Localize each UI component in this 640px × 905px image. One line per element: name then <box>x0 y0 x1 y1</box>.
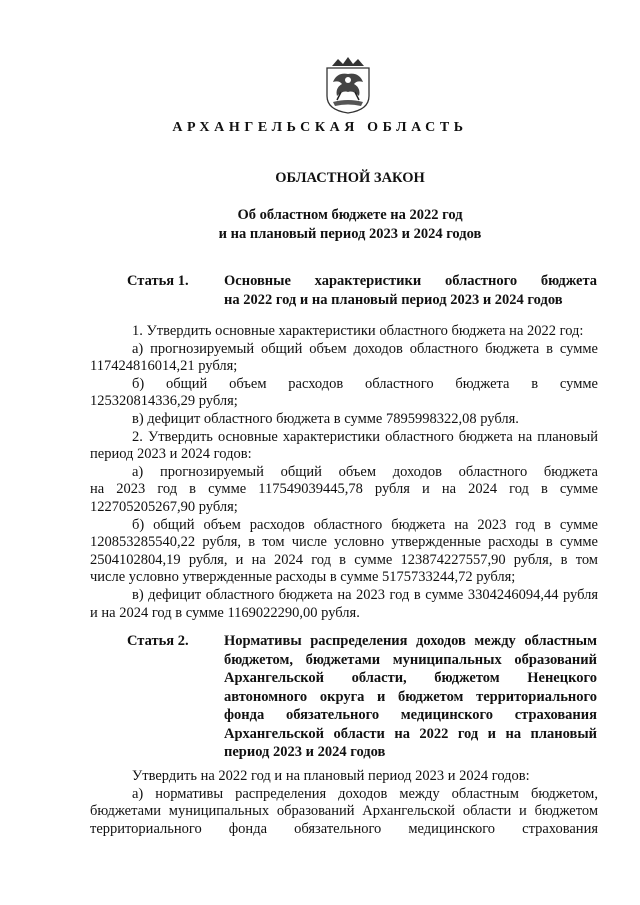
article-1-title-line: на 2022 год и на плановый период 2023 и 2024 годов <box>224 291 563 308</box>
paragraph-line: Утвердить на 2022 год и на плановый период 2023 и 2024 годов: <box>132 768 530 784</box>
article-2-body <box>90 768 598 838</box>
paragraph-line: 117424816014,21 рубля; <box>90 358 238 375</box>
article-2-number: Статья 2. <box>127 633 189 649</box>
paragraph-line: бюджетами муниципальных образований Архангельской области и бюджетом <box>90 803 598 820</box>
article-2-title-line: автономного округа и бюджетом территориального <box>224 688 597 705</box>
paragraph-line: 1. Утвердить основные характеристики областного бюджета на 2022 год: <box>132 323 584 339</box>
article-2-title <box>224 632 597 762</box>
paragraph-line: числе условно утвержденные расходы в сумме 5175733244,72 рубля; <box>90 569 516 586</box>
paragraph-line: б) общий объем расходов областного бюджета в сумме <box>132 375 598 392</box>
article-2-title-line: период 2023 и 2024 годов <box>224 744 386 760</box>
article-1-title <box>224 272 597 309</box>
law-title-line2: и на плановый период 2023 и 2024 годов <box>218 226 482 242</box>
region-name: АРХАНГЕЛЬСКАЯ ОБЛАСТЬ <box>172 120 468 135</box>
paragraph-line: в) дефицит областного бюджета в сумме 7895998322,08 рубля. <box>132 410 519 427</box>
document-type: ОБЛАСТНОЙ ЗАКОН <box>275 170 425 186</box>
law-title-line1: Об областном бюджете на 2022 год <box>237 207 463 223</box>
paragraph-line: 125320814336,29 рубля; <box>90 393 238 410</box>
paragraph-line: в) дефицит областного бюджета на 2023 год в сумме 3304246094,44 рубля <box>132 586 598 603</box>
article-2-title-line: Нормативы распределения доходов между областным <box>224 633 597 649</box>
article-1-title-line: Основные характеристики областного бюджета <box>224 273 597 289</box>
paragraph-line: и на 2024 год в сумме 1169022290,00 рубля. <box>90 604 360 621</box>
paragraph-line: 2. Утвердить основные характеристики областного бюджета на плановый <box>132 428 598 445</box>
article-1-number: Статья 1. <box>127 273 189 289</box>
paragraph-line: территориального фонда обязательного медицинского страхования <box>90 820 598 837</box>
paragraph-line: а) прогнозируемый общий объем доходов областного бюджета в сумме <box>132 340 598 357</box>
law-title <box>0 206 640 244</box>
paragraph-line: а) нормативы распределения доходов между областным бюджетом, <box>132 785 598 802</box>
article-2-title-line: фонда обязательного медицинского страхования <box>224 707 597 723</box>
paragraph-line: 122705205267,90 рубля; <box>90 498 238 515</box>
paragraph-line: б) общий объем расходов областного бюджета на 2023 год в сумме <box>132 516 598 533</box>
paragraph-line: 120853285540,22 рубля, в том числе условно утвержденные расходы в сумме <box>90 534 598 551</box>
article-2-title-line: Архангельской области на 2022 год и на плановый <box>224 725 597 742</box>
paragraph-line: на 2023 год в сумме 117549039445,78 рубля и на 2024 год в сумме <box>90 481 598 498</box>
paragraph-line: а) прогнозируемый общий объем доходов областного бюджета <box>132 463 598 480</box>
article-1-body <box>90 323 598 622</box>
article-2-title-line: Архангельской области, бюджетом Ненецкого <box>224 670 597 686</box>
coat-of-arms-emblem <box>323 56 373 114</box>
paragraph-line: период 2023 и 2024 годов: <box>90 446 252 463</box>
paragraph-line: 2504102804,19 рубля, и на 2024 год в сумме 123874227557,90 рубля, в том <box>90 551 598 568</box>
article-2-title-line: бюджетом, бюджетами муниципальных образований <box>224 651 597 668</box>
